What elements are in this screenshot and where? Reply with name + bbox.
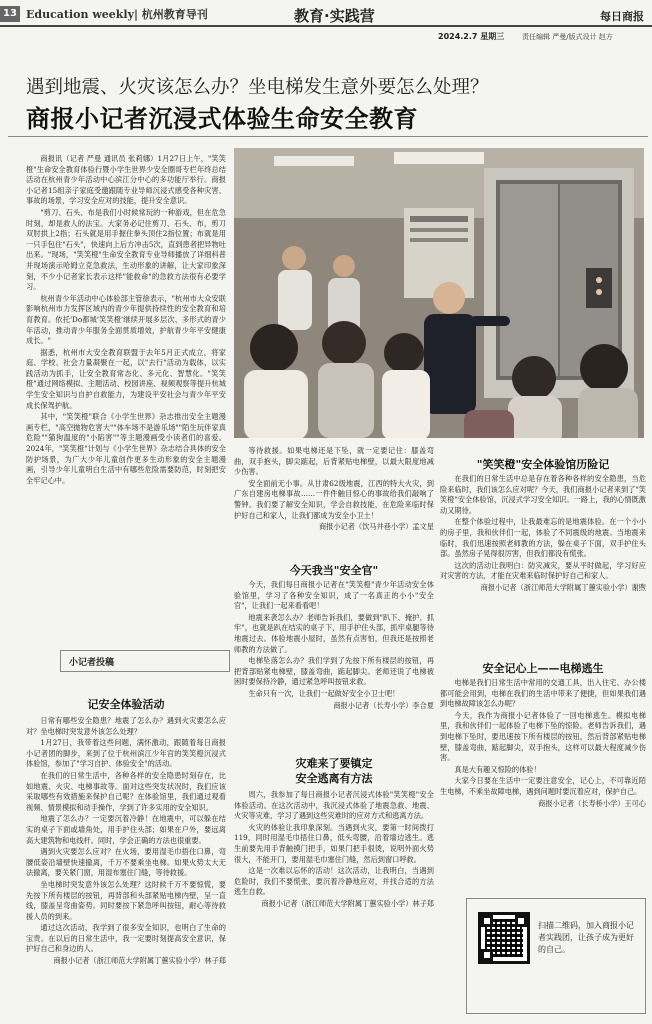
subtitle: 遇到地震、火灾该怎么办？坐电梯发生意外要怎么处理？ <box>26 77 489 98</box>
article-5-author: 商报小记者（浙江师范大学附属丁蕙实验小学）谢煦 <box>480 582 646 592</box>
main-title: 商报小记者沉浸式体验生命安全教育 <box>26 105 418 133</box>
article-5-paragraph: 在整个体验过程中，让我最难忘的是地震体验。在一个小小的房子里，我和伙伴们一起，体验了不同震级的地震。当地震来临时，我们迅速按照老师教的方法，躲在桌子下面，双手护住头部。虽然房子晃得很厉害，但我们都没有慌张。 <box>440 517 646 559</box>
masthead: Education weekly| 杭州教育导刊 <box>26 8 208 21</box>
article-1-paragraph: 遇到火灾要怎么应对？在火场，要用湿毛巾捂住口鼻，弯腰低姿沿墙壁快速撤离，千万不要乘坐电梯。如果火势太大无法撤离，要关紧门窗，用湿布塞住门缝，等待救援。 <box>26 847 226 878</box>
article-3-title: 今天我当"安全官" <box>289 564 379 577</box>
article-5-title: "笑笑橙"安全体验馆历险记 <box>476 458 610 471</box>
article-6-author: 商报小记者（长寿桥小学）王可心 <box>538 798 646 808</box>
article-5-body <box>440 474 646 642</box>
photo-illustration <box>234 148 644 438</box>
article-6-body <box>440 678 646 880</box>
article-1-body <box>26 716 226 1014</box>
article-4-paragraph: 火灾的体验让我印象深刻。当遇到火灾，要第一时间拨打119，同时用湿毛巾捂住口鼻，低头弯腰，沿着墙边逃生。逃生前要先用手背触摸门把手，如果门把手很烫，说明外面火势很大，不能开门，要用湿毛巾塞住门缝，然后到窗口呼救。 <box>234 822 434 864</box>
qr-promo-text: 扫描二维码，加入商报小记者实践团，让孩子成为更好的自己。 <box>538 921 634 954</box>
editor-credit: 责任编辑 严曼/版式设计 赵方 <box>522 33 613 41</box>
article-1-title: 记安全体验活动 <box>87 698 165 711</box>
article-6-title: 安全记心上——电梯逃生 <box>482 662 604 675</box>
article-3-body <box>234 580 434 742</box>
lead-paragraph: 据悉，杭州市大安全教育联盟于去年5月正式成立，将家庭、学校、社会力量凝聚在一起，以"去行"活动为载体，以实践活动为抓手，让安全教育常态化、多元化、智慧化。"笑笑橙"通过网络模拟、主题活动、校园讲座、视频观察等提升杭城学生安全知识与自护自救能力，为建设平安社会与青少年平安成长保驾护航。 <box>26 347 226 410</box>
article-3-paragraph: 生命只有一次，让我们一起做好安全小卫士吧！ <box>248 688 400 698</box>
article-3-author: 商报小记者（长寿小学）李合夏 <box>333 700 434 710</box>
article-1-paragraph: 地震了怎么办？一定要沉着冷静！在地震中，可以躲在结实的桌子下面或墙角处，用手护住头部；如果在户外，要远离高大建筑物和电线杆。同时，学会正确的方法也很重要。 <box>26 814 226 845</box>
lead-article <box>26 154 226 570</box>
article-2-paragraph: 等待救援。如果电梯还是下坠，就一定要记住：膝盖弯曲，双手抱头，脚尖踮起，后背紧贴电梯壁，以最大限度地减少伤害。 <box>234 446 434 477</box>
lead-paragraph: 其中，"笑笑橙"联合《小学生世界》杂志推出安全主题漫画专栏，"高空抛物危害大""体车场不是游乐场""陌生玩伴家真危险""猫狗温度的"小陷害""等主题漫画受小读者们的喜爱。2024年，"笑笑橙"计划与《小学生世界》杂志结合具体的安全防护场景，为广大少年儿童创作更多生动形象的安全主题漫画，引导少年儿童明白生活中有哪些危险需要防范，时刻把安全牢记心中。 <box>26 412 226 485</box>
article-4-author: 商报小记者（浙江师范大学附属丁蕙实验小学）林子郑 <box>261 898 434 908</box>
article-1-author: 商报小记者（浙江师范大学附属丁蕙实验小学）林子郑 <box>53 956 226 966</box>
page-number: 13 <box>0 6 20 22</box>
article-6-paragraph: 今天，我作为商报小记者体验了一回电梯逃生。模拟电梯里，我和伙伴们一起体验了电梯下坠的惊险。老师告诉我们，遇到电梯下坠时，要迅速按下所有楼层的按钮，然后背部紧贴电梯壁，膝盖弯曲，踮起脚尖，双手抱头，这样可以最大程度减少伤害。 <box>440 710 646 763</box>
column-label: 小记者投稿 <box>66 655 117 668</box>
brand-name: 每日商报 <box>600 10 644 23</box>
article-4-body <box>234 790 434 1014</box>
lead-paragraph: 杭州青少年活动中心体验部主管徐表示，"杭州市大众安联影响杭州市力发挥区域内的青少年提供持续性的安全教育和培育教育。依托'Do都城'笑笑橙'继续开展多层次、多形式的青少年活动，推动青少年服务全面贯质增效，护航青少年平安健康成长。" <box>26 293 226 346</box>
qr-code[interactable] <box>478 912 530 964</box>
article-6-paragraph: 大家今日要在生活中一定要注意安全，记心上，不可靠近陌生电梯，不乘坐故障电梯，遇到问题时要沉着应对，保护自己。 <box>440 776 646 796</box>
article-5-paragraph: 这次的活动让我明白：防灾减灾，要从平时做起，学习好应对灾害的方法，才能在灾难来临时保护好自己和家人。 <box>440 560 646 581</box>
article-1-paragraph: 日常有哪些安全隐患？地震了怎么办？遇到火灾要怎么应对？坐电梯时突发意外该怎么处理？ <box>26 716 226 736</box>
article-3-paragraph: 电梯坠落怎么办？我们学到了先按下所有楼层的按钮，再把背部贴紧电梯壁，膝盖弯曲，踮起脚尖。老师还说了电梯被困时要保持冷静，通过紧急呼叫按钮求救。 <box>234 656 434 687</box>
news-photo <box>234 148 644 438</box>
article-3-paragraph: 地震来袭怎么办？老师告诉我们，要做到"趴下、掩护、抓牢"，也就是趴在结实的桌子下，用手护住头部，抓牢桌腿等待地震过去。体验地震小屋时，虽然有点害怕，但我还是按照老师教的方法做了。 <box>234 612 434 654</box>
article-2-paragraph: 安全面前无小事。从甘肃62级地震，江西的特大火灾，到广东自建房电梯事故……一件件触目惊心的事故给我们敲响了警钟。我们要了解安全知识，学会自救技能，在危险来临时保护好自己和家人，让我们都成为安全小卫士！ <box>234 478 434 520</box>
title-rule <box>8 136 648 137</box>
lead-paragraph: "剪刀、石头、布是我们小时候常玩的一种游戏，但在危急时刻，却是救人的法宝。大家务必记住剪刀、石头、布，剪刀双肘拱上2指；石头就是用手握住拳头顶住2指位置；布就是用一只手包住"石头"，快速向上后方冲击5次，直到患者把异物吐出来。"现场，"笑笑橙"生命安全教育专业导师播放了详细科普并现场演示哈姆立克急救法，生动形象的讲解，让大家印象深刻，不少小记者家长表示这样"能救命"的急救方法很有必要学习。 <box>26 207 226 292</box>
issue-date: 2024.2.7 星期三 <box>438 32 505 41</box>
article-5-paragraph: 在我们的日常生活中总是存在着各种各样的安全隐患，当危险来临时，我们该怎么应对呢？今天，我们商报小记者来到了"笑笑橙"安全体验馆，沉浸式学习安全知识。一路上，我的心情既激动又期待。 <box>440 474 646 515</box>
article-6-paragraph: 真是大有趣又惊险的体验！ <box>454 764 541 774</box>
article-2-author: 商报小记者（饮马井巷小学）孟文星 <box>318 522 434 532</box>
header-rule <box>0 25 652 27</box>
article-1-paragraph: 在我们的日常生活中，各种各样的安全隐患时刻存在，比如地震、火灾、电梯事故等。面对这些突发状况时，我们应该采取哪些有效措施来保护自己呢？在体验馆里，我们通过观看视频、情景模拟和动手操作，学到了许多实用的安全知识。 <box>26 770 226 812</box>
article-1-paragraph: 通过这次活动，我学到了很多安全知识，也明白了生命的宝贵。在以后的日常生活中，我一定要时刻提高安全意识，保护好自己和身边的人。 <box>26 923 226 954</box>
article-2-body <box>234 446 434 552</box>
section-title: 教育·实践营 <box>294 7 375 25</box>
article-4-paragraph: 周六，我参加了每日商报小记者沉浸式体验"笑笑橙"安全体验活动。在这次活动中，我沉浸式体验了地震急救、地震、火灾等灾难，学习了遇到这些灾难时的应对方式和逃离方法。 <box>234 790 434 821</box>
article-4-paragraph: 这是一次难以忘怀的活动！这次活动，让我明白，当遇到危险时，我们不要慌张，要沉着冷静地应对，并找合适的方法逃生自救。 <box>234 866 434 897</box>
article-1-paragraph: 坐电梯时突发意外该怎么处理？这时候千万不要惊慌，要先按下所有楼层的按钮，再背部和头部紧贴电梯内壁，呈一直线，膝盖呈弯曲姿势。同时要按下紧急呼叫按钮，耐心等待救援人员的到来。 <box>26 879 226 921</box>
article-4-title: 灾难来了要镇定 安全逃离有方法 <box>295 757 373 785</box>
article-6-paragraph: 电梯是我们日常生活中常用的交通工具，出入住宅、办公楼都可能会用到，电梯在我们的生活中带来了便捷，但如果我们遇到电梯故障该怎么办呢？ <box>440 678 646 709</box>
article-3-paragraph: 今天，我们每日商报小记者在"笑笑橙"青少年活动安全体验馆里，学习了各种安全知识，成了一名真正的小小"安全官"，让我们一起来看看吧！ <box>234 580 434 611</box>
article-1-paragraph: 1月27日，我带着这些问题，满怀激动，跟随着每日商报小记者团的脚步，来到了位于杭州滨江少年宫的笑笑橙沉浸式体验馆，参加了"学习自护、体验安全"的活动。 <box>26 738 226 769</box>
lead-paragraph: 商报讯（记者 严曼 通讯员 张莉娜）1月27日上午，"笑笑橙"生命安全教育体验行暨小学生世界少安全圈哥专栏年终总结活动在杭州青少年活动中心滨江分中心的多功能厅举行。商报小记者15组亲子家庭受邀跟随专业导师沉浸式感受各种灾害、事故的场景，学习安全应对的技能，提升安全意识。 <box>26 154 226 206</box>
